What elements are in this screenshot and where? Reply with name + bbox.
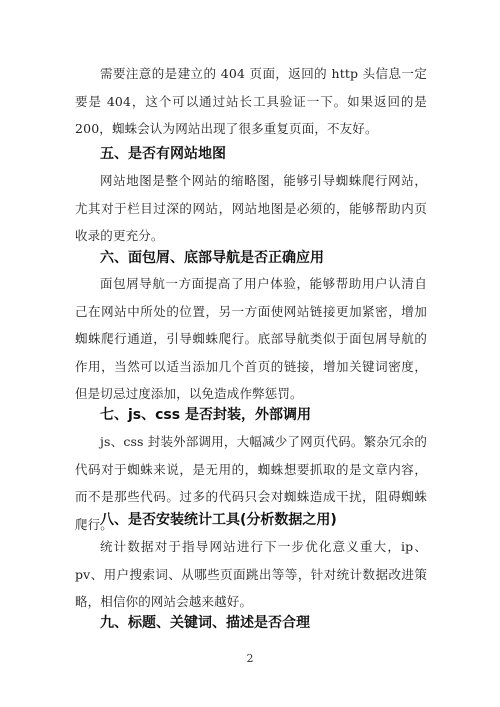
heading-js-css: 七、js、css 是否封装，外部调用 — [100, 407, 311, 423]
paragraph-js-css: js、css 封装外部调用，大幅减少了网页代码。繁杂冗余的代码对于蜘蛛来说，是无用的，蜘蛛想要抓取的是文章内容，而不是那些代码。过多的代码只会对蜘蛛造成干扰，阻碍蜘蛛爬行。 — [75, 434, 427, 532]
paragraph-breadcrumb-navigation: 面包屑导航一方面提高了用户体验，能够帮助用户认清自己在网站中所处的位置，另一方面使网站链接更加紧密，增加蜘蛛爬行通道，引导蜘蛛爬行。底部导航类似于面包屑导航的作用，当然可以适当添加几个首页的链接，增加关键词密度，但是切忌过度添加，以免造成作弊惩罚。 — [75, 276, 427, 401]
paragraph-statistics-tool: 统计数据对于指导网站进行下一步优化意义重大，ip、pv、用户搜索词、从哪些页面跳出等等，针对统计数据改进策略，相信你的网站会越来越好。 — [75, 539, 427, 609]
paragraph-404-page: 需要注意的是建立的 404 页面，返回的 http 头信息一定要是 404，这个可以通过站长工具验证一下。如果返回的是 200，蜘蛛会认为网站出现了很多重复页面，不友好。 — [75, 66, 427, 136]
paragraph-site-map: 网站地图是整个网站的缩略图，能够引导蜘蛛爬行网站，尤其对于栏目过深的网站，网站地图是必须的，能够帮助内页收录的更充分。 — [75, 173, 427, 243]
heading-statistics-tool: 八、是否安装统计工具(分析数据之用) — [100, 512, 337, 528]
heading-title-keywords-description: 九、标题、关键词、描述是否合理 — [100, 615, 310, 631]
heading-site-map: 五、是否有网站地图 — [100, 146, 226, 162]
heading-breadcrumb-navigation: 六、面包屑、底部导航是否正确应用 — [100, 250, 324, 266]
page-number: 2 — [246, 652, 254, 665]
